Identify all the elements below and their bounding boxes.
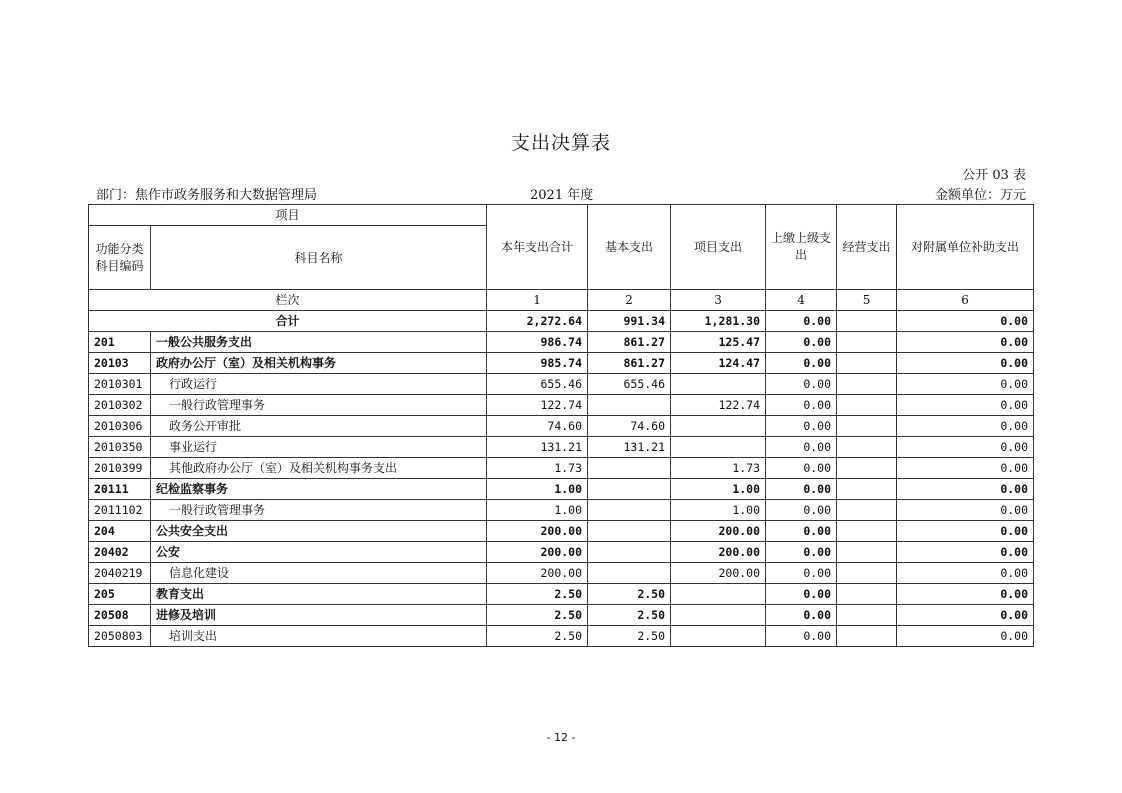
fiscal-year: 2021 年度 [530, 188, 594, 203]
project-cell [671, 437, 766, 458]
project-cell [671, 374, 766, 395]
project-cell: 1.73 [671, 458, 766, 479]
column-index-label: 栏次 [89, 290, 487, 311]
subsidy-cell: 0.00 [897, 626, 1034, 647]
table-row [89, 332, 1034, 353]
table-row [89, 542, 1034, 563]
table-row [89, 395, 1034, 416]
subject-name-cell: 政府办公厅（室）及相关机构事务 [151, 353, 487, 374]
business-cell [837, 542, 897, 563]
basic-cell: 861.27 [588, 332, 671, 353]
subject-name-cell: 事业运行 [151, 437, 487, 458]
department-label: 部门：焦作市政务服务和大数据管理局 [96, 188, 318, 203]
business-cell [837, 374, 897, 395]
business-cell [837, 458, 897, 479]
upper-header: 上缴上级支出 [766, 205, 837, 290]
column-index: 2 [588, 290, 671, 311]
business-header: 经营支出 [837, 205, 897, 290]
column-index: 1 [487, 290, 588, 311]
func-code-cell: 2010399 [89, 458, 151, 479]
table-row [89, 521, 1034, 542]
basic-cell: 861.27 [588, 353, 671, 374]
subject-name-cell: 信息化建设 [151, 563, 487, 584]
business-cell [837, 311, 897, 332]
table-row [89, 626, 1034, 647]
page-title: 支出决算表 [510, 132, 611, 154]
upper-cell: 0.00 [766, 500, 837, 521]
column-index: 4 [766, 290, 837, 311]
total-cell: 74.60 [487, 416, 588, 437]
total-cell: 200.00 [487, 542, 588, 563]
total-cell: 122.74 [487, 395, 588, 416]
total-cell: 2.50 [487, 605, 588, 626]
subsidy-header: 对附属单位补助支出 [897, 205, 1034, 290]
column-index: 6 [897, 290, 1034, 311]
table-row [89, 563, 1034, 584]
upper-cell: 0.00 [766, 395, 837, 416]
func-code-cell: 2010302 [89, 395, 151, 416]
table-row [89, 458, 1034, 479]
func-code-cell: 20103 [89, 353, 151, 374]
upper-cell: 0.00 [766, 374, 837, 395]
project-cell: 1,281.30 [671, 311, 766, 332]
upper-cell: 0.00 [766, 542, 837, 563]
subsidy-cell: 0.00 [897, 605, 1034, 626]
func-code-cell: 2010306 [89, 416, 151, 437]
basic-cell: 2.50 [588, 605, 671, 626]
project-cell [671, 416, 766, 437]
meta-row [96, 184, 1026, 202]
func-code-cell: 2010350 [89, 437, 151, 458]
project-cell: 122.74 [671, 395, 766, 416]
upper-cell: 0.00 [766, 458, 837, 479]
total-cell: 655.46 [487, 374, 588, 395]
upper-cell: 0.00 [766, 521, 837, 542]
subsidy-cell: 0.00 [897, 395, 1034, 416]
business-cell [837, 416, 897, 437]
project-cell: 200.00 [671, 521, 766, 542]
business-cell [837, 626, 897, 647]
basic-cell: 2.50 [588, 584, 671, 605]
subsidy-cell: 0.00 [897, 437, 1034, 458]
subject-name-cell: 纪检监察事务 [151, 479, 487, 500]
subsidy-cell: 0.00 [897, 353, 1034, 374]
table-row [89, 437, 1034, 458]
business-cell [837, 437, 897, 458]
subject-name-cell: 一般行政管理事务 [151, 500, 487, 521]
table-row [89, 479, 1034, 500]
business-cell [837, 521, 897, 542]
project-cell [671, 584, 766, 605]
basic-cell [588, 500, 671, 521]
table-body [89, 311, 1034, 647]
subsidy-cell: 0.00 [897, 584, 1034, 605]
upper-cell: 0.00 [766, 584, 837, 605]
upper-cell: 0.00 [766, 311, 837, 332]
business-cell [837, 500, 897, 521]
subject-name-cell: 一般公共服务支出 [151, 332, 487, 353]
basic-cell: 655.46 [588, 374, 671, 395]
table-row [89, 416, 1034, 437]
table-row [89, 584, 1034, 605]
func-code-cell: 204 [89, 521, 151, 542]
business-cell [837, 605, 897, 626]
func-code-cell: 205 [89, 584, 151, 605]
func-code-header: 功能分类科目编码 [89, 226, 151, 290]
upper-cell: 0.00 [766, 605, 837, 626]
expenditure-table [88, 204, 1034, 647]
project-header: 项目支出 [671, 205, 766, 290]
subsidy-cell: 0.00 [897, 332, 1034, 353]
basic-cell [588, 458, 671, 479]
total-cell: 200.00 [487, 563, 588, 584]
func-code-cell: 20111 [89, 479, 151, 500]
business-cell [837, 584, 897, 605]
func-code-cell: 2010301 [89, 374, 151, 395]
subject-name-cell: 进修及培训 [151, 605, 487, 626]
subject-name-cell: 公安 [151, 542, 487, 563]
subject-name-header: 科目名称 [151, 226, 487, 290]
table-row [89, 353, 1034, 374]
func-code-cell: 2050803 [89, 626, 151, 647]
subject-name-cell: 公共安全支出 [151, 521, 487, 542]
project-cell: 125.47 [671, 332, 766, 353]
table-row [89, 605, 1034, 626]
basic-cell: 2.50 [588, 626, 671, 647]
total-cell: 986.74 [487, 332, 588, 353]
subsidy-cell: 0.00 [897, 311, 1034, 332]
func-code-cell: 2011102 [89, 500, 151, 521]
project-cell: 1.00 [671, 500, 766, 521]
subsidy-cell: 0.00 [897, 521, 1034, 542]
subject-name-cell: 其他政府办公厅（室）及相关机构事务支出 [151, 458, 487, 479]
subject-name-cell: 培训支出 [151, 626, 487, 647]
total-cell: 200.00 [487, 521, 588, 542]
project-cell [671, 626, 766, 647]
upper-cell: 0.00 [766, 332, 837, 353]
basic-cell: 74.60 [588, 416, 671, 437]
table-row [89, 374, 1034, 395]
subject-name-cell: 一般行政管理事务 [151, 395, 487, 416]
func-code-cell: 20402 [89, 542, 151, 563]
upper-cell: 0.00 [766, 563, 837, 584]
basic-cell: 991.34 [588, 311, 671, 332]
business-cell [837, 563, 897, 584]
basic-header: 基本支出 [588, 205, 671, 290]
total-cell: 1.00 [487, 479, 588, 500]
total-cell: 1.00 [487, 500, 588, 521]
basic-cell [588, 542, 671, 563]
upper-cell: 0.00 [766, 416, 837, 437]
total-cell: 131.21 [487, 437, 588, 458]
basic-cell [588, 395, 671, 416]
subsidy-cell: 0.00 [897, 542, 1034, 563]
project-cell: 1.00 [671, 479, 766, 500]
subject-name-cell: 教育支出 [151, 584, 487, 605]
project-cell: 124.47 [671, 353, 766, 374]
total-cell: 1.73 [487, 458, 588, 479]
upper-cell: 0.00 [766, 479, 837, 500]
subject-name-cell: 政务公开审批 [151, 416, 487, 437]
subsidy-cell: 0.00 [897, 500, 1034, 521]
page-number: - 12 - [546, 731, 576, 744]
subsidy-cell: 0.00 [897, 374, 1034, 395]
item-header: 项目 [89, 205, 487, 226]
subsidy-cell: 0.00 [897, 563, 1034, 584]
subject-name-cell: 行政运行 [151, 374, 487, 395]
business-cell [837, 353, 897, 374]
subsidy-cell: 0.00 [897, 416, 1034, 437]
table-row [89, 311, 1034, 332]
upper-cell: 0.00 [766, 626, 837, 647]
project-cell [671, 605, 766, 626]
business-cell [837, 395, 897, 416]
business-cell [837, 332, 897, 353]
form-number: 公开 03 表 [962, 168, 1026, 183]
total-cell: 2.50 [487, 584, 588, 605]
total-header: 本年支出合计 [487, 205, 588, 290]
basic-cell: 131.21 [588, 437, 671, 458]
total-cell: 2.50 [487, 626, 588, 647]
project-cell: 200.00 [671, 563, 766, 584]
func-code-cell: 2040219 [89, 563, 151, 584]
basic-cell [588, 479, 671, 500]
upper-cell: 0.00 [766, 437, 837, 458]
func-code-cell: 201 [89, 332, 151, 353]
subsidy-cell: 0.00 [897, 479, 1034, 500]
column-index: 5 [837, 290, 897, 311]
total-cell: 2,272.64 [487, 311, 588, 332]
basic-cell [588, 521, 671, 542]
subsidy-cell: 0.00 [897, 458, 1034, 479]
project-cell: 200.00 [671, 542, 766, 563]
basic-cell [588, 563, 671, 584]
business-cell [837, 479, 897, 500]
table-row [89, 500, 1034, 521]
total-row-label: 合计 [89, 311, 487, 332]
upper-cell: 0.00 [766, 353, 837, 374]
func-code-cell: 20508 [89, 605, 151, 626]
column-index: 3 [671, 290, 766, 311]
total-cell: 985.74 [487, 353, 588, 374]
amount-unit: 金额单位：万元 [934, 188, 1026, 203]
